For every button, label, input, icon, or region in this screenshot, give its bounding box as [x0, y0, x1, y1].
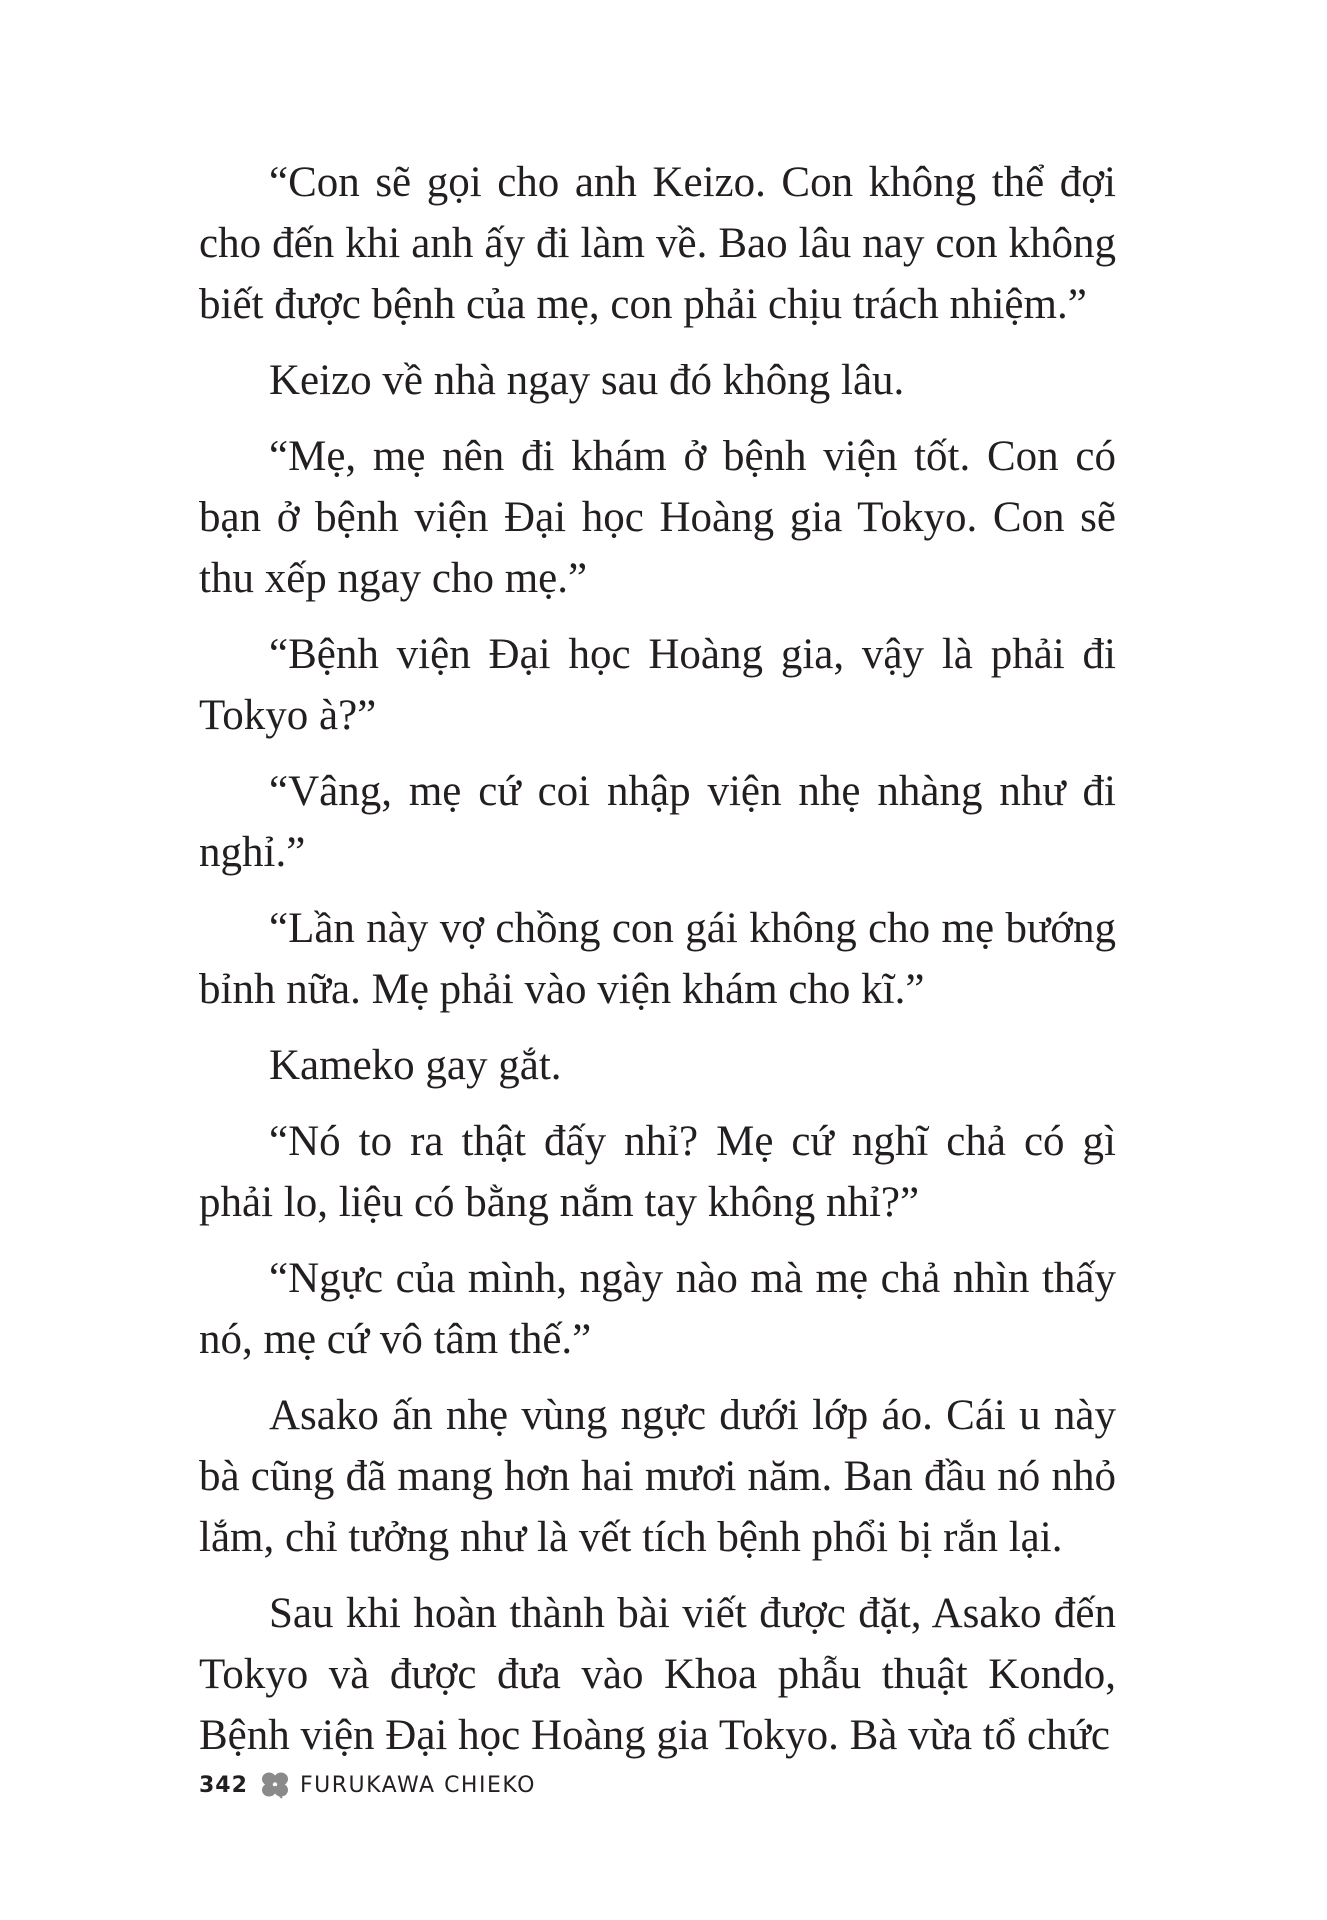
- paragraph: “Con sẽ gọi cho anh Keizo. Con không thể đợi cho đến khi anh ấy đi làm về. Bao lâu nay con không biết được bệnh của mẹ, con phải chịu trách nhiệm.”: [199, 159, 1116, 328]
- clover-icon: [258, 1770, 292, 1800]
- paragraph: Kameko gay gắt.: [269, 1042, 562, 1089]
- author-name: FURUKAWA CHIEKO: [299, 1772, 536, 1798]
- paragraph: “Bệnh viện Đại học Hoàng gia, vậy là phải đi Tokyo à?”: [199, 631, 1116, 739]
- paragraph: “Vâng, mẹ cứ coi nhập viện nhẹ nhàng như đi nghỉ.”: [199, 768, 1116, 876]
- paragraph: “Nó to ra thật đấy nhỉ? Mẹ cứ nghĩ chả có gì phải lo, liệu có bằng nắm tay không nhỉ?”: [199, 1118, 1116, 1226]
- page-footer: [199, 1770, 536, 1800]
- paragraph: “Mẹ, mẹ nên đi khám ở bệnh viện tốt. Con có bạn ở bệnh viện Đại học Hoàng gia Tokyo. Con sẽ thu xếp ngay cho mẹ.”: [199, 433, 1116, 602]
- page-number: 342: [199, 1772, 248, 1798]
- paragraph: “Ngực của mình, ngày nào mà mẹ chả nhìn thấy nó, mẹ cứ vô tâm thế.”: [199, 1255, 1116, 1363]
- body-text: [199, 152, 1116, 1781]
- paragraph: Asako ấn nhẹ vùng ngực dưới lớp áo. Cái u này bà cũng đã mang hơn hai mươi năm. Ban đầu nó nhỏ lắm, chỉ tưởng như là vết tích bệnh phổi bị rắn lại.: [199, 1392, 1116, 1561]
- paragraph: Keizo về nhà ngay sau đó không lâu.: [269, 357, 905, 404]
- paragraph: “Lần này vợ chồng con gái không cho mẹ bướng bỉnh nữa. Mẹ phải vào viện khám cho kĩ.”: [199, 905, 1116, 1013]
- paragraph: Sau khi hoàn thành bài viết được đặt, Asako đến Tokyo và được đưa vào Khoa phẫu thuật Kondo, Bệnh viện Đại học Hoàng gia Tokyo. Bà vừa tổ chức: [199, 1590, 1116, 1759]
